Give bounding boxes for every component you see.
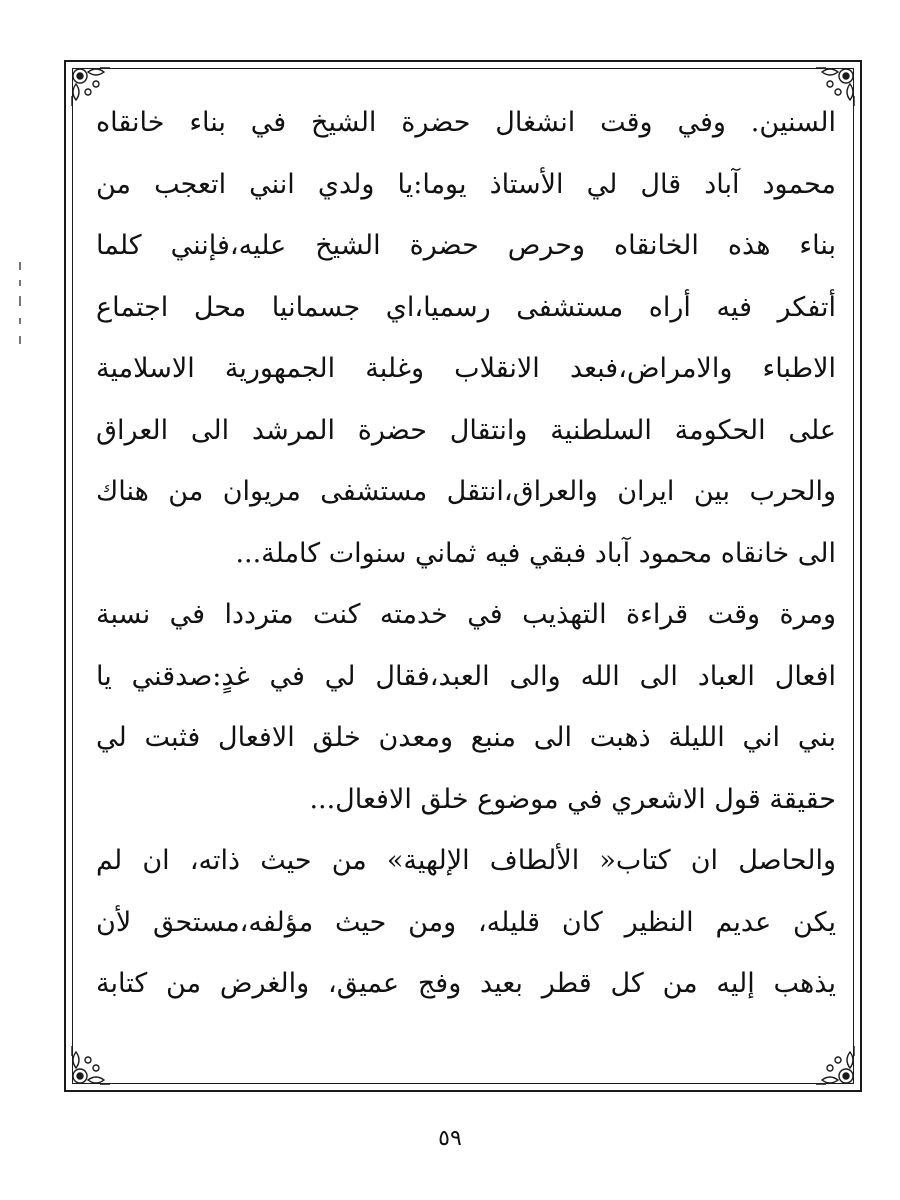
page-body-text	[96, 92, 836, 1015]
text-line: يذهب إليه من كل قطر بعيد وفج عميق، والغرض من كتابة	[96, 968, 836, 999]
text-line: على الحكومة السلطنية وانتقال حضرة المرشد الى العراق	[96, 414, 836, 446]
page-number: ٥٩	[438, 1126, 462, 1151]
text-line: بناء هذه الخانقاه وحرص حضرة الشيخ عليه،فإنني كلما	[96, 230, 836, 261]
text-line: افعال العباد الى الله والى العبد،فقال لي في غدٍ:صدقني يا	[96, 660, 836, 692]
text-line: حقيقة قول الاشعري في موضوع خلق الافعال...	[309, 783, 836, 815]
text-line: السنين. وفي وقت انشغال حضرة الشيخ في بناء خانقاه	[96, 107, 836, 138]
text-line: والحاصل ان كتاب« الألطاف الإلهية» من حيث ذاته، ان لم	[96, 845, 836, 876]
text-line: والحرب بين ايران والعراق،انتقل مستشفى مريوان من هناك	[96, 476, 836, 507]
floral-corner-ornament-icon	[66, 1038, 118, 1090]
floral-corner-ornament-icon	[808, 1038, 860, 1090]
text-line: أتفكر فيه أراه مستشفى رسميا،اي جسمانيا محل اجتماع	[96, 291, 836, 323]
text-line: ومرة وقت قراءة التهذيب في خدمته كنت مترددا في نسبة	[96, 599, 836, 630]
text-line: الى خانقاه محمود آباد فبقي فيه ثماني سنوات كاملة...	[235, 537, 836, 569]
text-line: يكن عديم النظير كان قليله، ومن حيث مؤلفه،مستحق لأن	[96, 906, 836, 938]
margin-scan-marks	[18, 262, 22, 352]
text-line: الاطباء والامراض،فبعد الانقلاب وغلبة الجمهورية الاسلامية	[96, 353, 836, 384]
text-line: بني اني الليلة ذهبت الى منبع ومعدن خلق الافعال فثبت لي	[96, 722, 836, 753]
text-line: محمود آباد قال لي الأستاذ يوما:يا ولدي انني اتعجب من	[96, 168, 836, 200]
